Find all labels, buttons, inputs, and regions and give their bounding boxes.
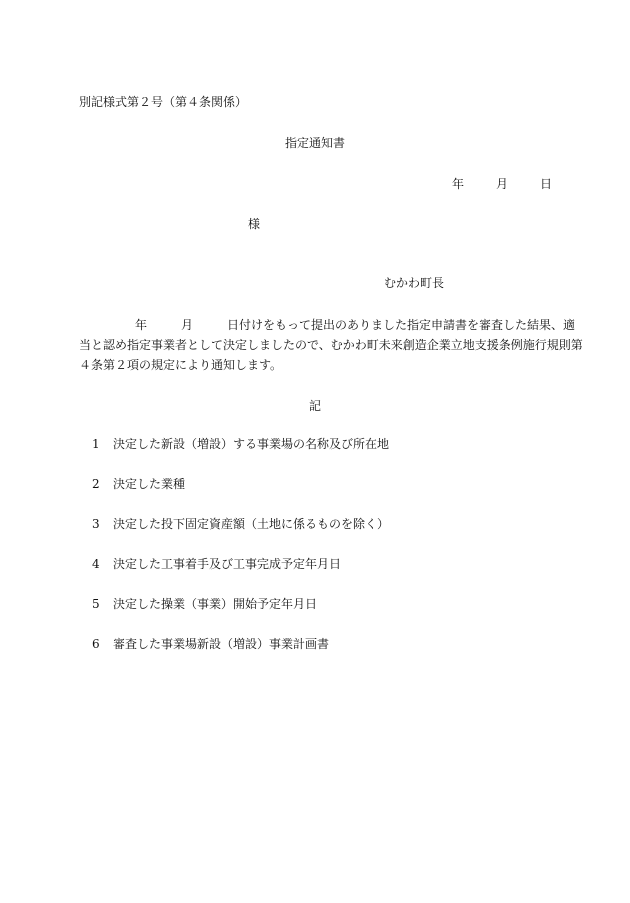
item-text: 決定した業種 xyxy=(113,477,186,491)
form-label: 別記様式第２号（第４条関係） xyxy=(79,95,248,109)
item-text: 決定した投下固定資産額（土地に係るものを除く） xyxy=(113,517,390,531)
item-text: 決定した新設（増設）する事業場の名称及び所在地 xyxy=(113,437,390,451)
list-item xyxy=(92,516,389,532)
date-line xyxy=(452,176,552,192)
item-number: 4 xyxy=(92,557,100,571)
body-paragraph xyxy=(79,315,583,375)
body-line-2: 当と認め指定事業者として決定しましたので、むかわ町未来創造企業立地支援条例施行規則第 xyxy=(79,338,583,352)
list-item xyxy=(92,636,329,652)
document-title: 指定通知書 xyxy=(284,136,345,150)
ki-heading: 記 xyxy=(308,399,321,413)
body-year-label: 年 xyxy=(135,318,148,332)
date-year-label: 年 xyxy=(452,177,465,191)
date-month-label: 月 xyxy=(496,177,509,191)
list-item xyxy=(92,596,317,612)
item-number: 6 xyxy=(92,637,100,651)
item-number: 3 xyxy=(92,517,100,531)
list-item xyxy=(92,556,341,572)
body-line-3: ４条第２項の規定により通知します。 xyxy=(79,358,283,372)
body-line-1 xyxy=(79,315,576,335)
item-number: 2 xyxy=(92,477,100,491)
body-month-label: 月 xyxy=(181,318,194,332)
item-number: 5 xyxy=(92,597,100,611)
date-day-label: 日 xyxy=(540,177,553,191)
body-line-1-text: 日付けをもって提出のありました指定申請書を審査した結果、適 xyxy=(227,318,576,332)
item-text: 審査した事業場新設（増設）事業計画書 xyxy=(113,637,330,651)
item-number: 1 xyxy=(92,437,100,451)
item-text: 決定した工事着手及び工事完成予定年月日 xyxy=(113,557,342,571)
list-item xyxy=(92,436,389,452)
issuer-name: むかわ町長 xyxy=(384,276,445,290)
list-item xyxy=(92,476,185,492)
item-text: 決定した操業（事業）開始予定年月日 xyxy=(113,597,318,611)
addressee-suffix: 様 xyxy=(248,217,261,231)
